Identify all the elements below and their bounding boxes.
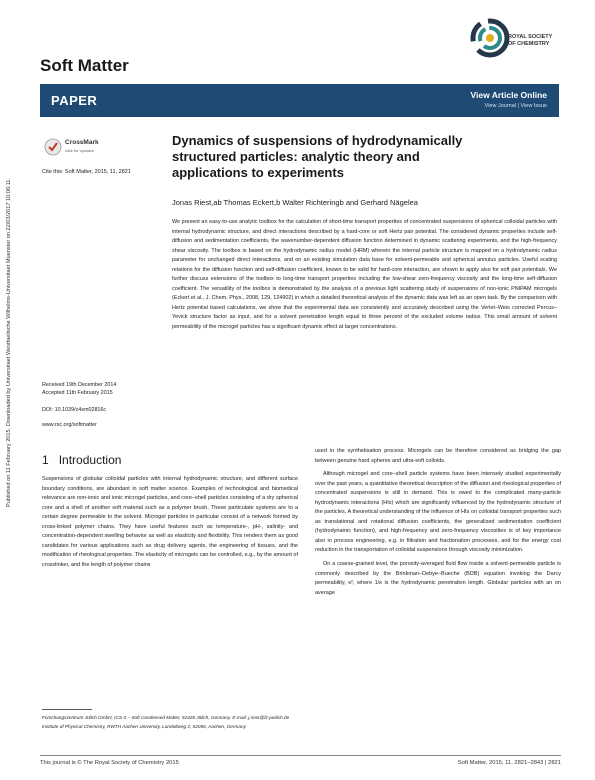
article-title: Dynamics of suspensions of hydrodynamically structured particles: analytic theory and applications to experiments (172, 133, 463, 180)
journal-title: Soft Matter (40, 56, 129, 75)
article-type-banner (40, 84, 559, 117)
crossmark-icon (44, 138, 62, 156)
body-paragraph: On a coarse-grained level, the porosity-averaged fluid flow inside a solvent-permeable particle is commonly described by the Brinkman–Debye–Bueche (BDB) equation invoking the Darcy permeability, κ², where 1/κ is the hydrodynamic penetration length. Globular particles with an on average (315, 561, 561, 596)
rsc-wordmark: ROYAL SOCIETY OF CHEMISTRY (508, 34, 553, 47)
footer-divider (40, 755, 561, 756)
citation-line: Cite this: Soft Matter, 2015, 11, 2821 (42, 169, 131, 175)
affiliation-footnotes (42, 714, 298, 732)
rsc-logo (470, 18, 560, 68)
footnote-divider (42, 709, 92, 710)
rsc-logo-mark (470, 18, 510, 58)
accepted-date: Accepted 11th February 2015 (42, 390, 113, 396)
footnote: Forschungszentrum Jülich GmbH, ICS-3 – Soft Condensed Matter, 52428 Jülich, Germany. E-mail: j.riest@fz-juelich.de (42, 715, 290, 720)
received-accepted-dates (42, 381, 116, 397)
section-number: 1 (42, 453, 49, 467)
section-heading (42, 453, 121, 467)
author-list: Jonas Riest,ab Thomas Eckert,b Walter Richteringb and Gerhard Nägelea (172, 198, 418, 207)
body-column-right (315, 447, 561, 602)
footer-copyright: This journal is © The Royal Society of Chemistry 2015 (40, 760, 179, 766)
crossmark-label: CrossMark (65, 139, 99, 146)
article-type-label: PAPER (51, 93, 98, 108)
body-paragraph: used in the synthetisation process. Microgels can be therefore considered as bridging the gap between genuine hard spheres and ultra-soft colloids. (315, 448, 561, 464)
download-stamp: Published on 11 February 2015. Downloaded by Universitaet Westfaelische Wilhelms-Universitaet Muenster on 22/03/2017 10:06:11. (6, 178, 12, 507)
body-paragraph: Although microgel and core–shell particle systems have been intensely studied experimentally over the past years, a quantitative theoretical description of the diffusion and rheological properties of concentrated suspensions is still in demand. This is owed to the complicated many-particle hydrodynamic interactions (HIs) which are significantly influenced by the hydrodynamic structure of the particles. A theoretical understanding of the influence of HIs on colloidal transport properties such as translational and rotational diffusion coefficients, the generalized sedimentation coefficient (hydrodynamic function), and high-frequency and zero-frequency viscosities is of key importance also in process engineering, e.g. in filtration and fractionation processes, and for the energy cost reduction in the transportation of colloidal suspensions through viscosity minimization. (315, 471, 561, 554)
crossmark-badge[interactable] (44, 138, 124, 158)
view-article-online-link[interactable]: View Article Online (470, 90, 547, 100)
footer-page-info: Soft Matter, 2015, 11, 2821–2843 | 2821 (457, 760, 561, 766)
abstract: We present an easy-to-use analytic toolbox for the calculation of short-time transport properties of concentrated suspensions of spherical colloidal particles with internal hydrodynamic structure, and direct interactions described by a hard-core or soft Hertz pair potential. The considered dynamic properties include self-diffusion and sedimentation coefficients, the wavenumber-dependent diffusion function determined in dynamic scattering experiments, and the high-frequency shear viscosity. The toolbox is based on the hydrodynamic radius model (HRM) wherein the internal particle structure is mapped on a hydrodynamic radius parameter for unchanged direct interactions, and on an existing simulation data base for solvent-permeable and spherical annulus particles. Useful scaling relations for the diffusion function and self-diffusion coefficient, known to be valid for hard-core interaction, are shown to apply also for soft pair potentials. We further discuss extensions of the toolbox to long-time transport properties including the low-shear zero-frequency viscosity and the long-time self-diffusion coefficient. The versatility of the toolbox is demonstrated by the analysis of a previous light scattering study of suspensions of non-ionic PNIPAM microgels (Eckert et al., J. Chem. Phys., 2008, 129, 124902) in which a detailed theoretical analysis of the dynamic data was left as an open task. By the comparison with Hertz potential based calculations, we show that the experimental data are consistently and accurately described using the Verlet–Weis corrected Percus–Yevick structure factor as input, and for a solvent penetration length equal to three percent of the excluded volume radius. This small amount of solvent permeability of the microgel particles has a significant dynamic effect at larger concentrations. (172, 219, 557, 331)
journal-website[interactable]: www.rsc.org/softmatter (42, 422, 97, 428)
crossmark-sublabel: click for updates (65, 148, 94, 153)
view-journal-issue-links[interactable]: View Journal | View Issue (484, 103, 547, 109)
body-column-left: Suspensions of globular colloidal particles with internal hydrodynamic structure, and different surface boundary conditions, are abundant in soft matter science. Examples of technological and biomedical relevance are non-ionic and ionic microgel particles, and core–shell particles consisting of a dry spherical core and a shell of another soft material such as a polymer brush. These particulate systems are to a certain degree permeable to the solvent. Microgel particles in particular consist of a network formed by cross-linked polymer chains. They have useful features such as temperature-, pH-, salinity- and concentration-dependent swelling behavior as well as elasticity and flexibility. This renders them as good candidates for various applications such as drug delivery agents, the engineering of tissues, and the modification of rheological properties. The elasticity of microgels can be controlled, e.g., by the amount of crosslinker, and the length of polymer chains (42, 476, 298, 568)
received-date: Received 19th December 2014 (42, 382, 117, 388)
doi[interactable]: DOI: 10.1039/c4sm02816c (42, 407, 107, 413)
footnote: Institute of Physical Chemistry, RWTH Aachen University, Landoltweg 2, 52056, Aachen, Germany (42, 724, 246, 730)
section-title: Introduction (58, 453, 122, 467)
